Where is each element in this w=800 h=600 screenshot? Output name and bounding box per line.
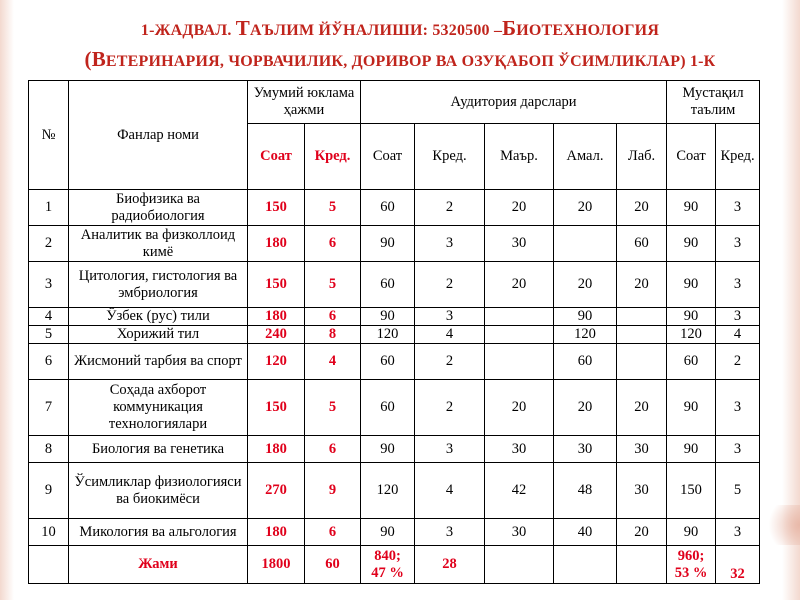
subject-name: Цитология, гистология ва эмбриология (69, 262, 248, 308)
total-credits: 6 (305, 226, 361, 262)
ind-credits: 4 (716, 326, 760, 344)
table-row (29, 326, 760, 344)
total-hours: 120 (248, 344, 305, 380)
total-label: Жами (69, 546, 248, 584)
lecture-hours (485, 308, 554, 326)
header-subject: Фанлар номи (69, 81, 248, 190)
aud-hours: 90 (361, 436, 415, 463)
header-ind-hours: Соат (667, 124, 716, 190)
subject-name: Аналитик ва физколлоид кимё (69, 226, 248, 262)
total-ind-credits-value: 32 (730, 566, 745, 582)
subject-name: Соҳада ахборот коммуникация технологиялари (69, 380, 248, 436)
aud-credits: 4 (415, 326, 485, 344)
total-ind-hours (667, 546, 716, 584)
total-aud-credits-value: 28 (442, 556, 457, 572)
lab-hours: 60 (617, 226, 667, 262)
lab-hours: 20 (617, 190, 667, 226)
aud-credits: 3 (415, 308, 485, 326)
total-credits: 5 (305, 380, 361, 436)
total-lab (617, 546, 667, 584)
aud-hours: 60 (361, 262, 415, 308)
row-number: 6 (29, 344, 69, 380)
ind-credits: 3 (716, 436, 760, 463)
total-credits: 5 (305, 262, 361, 308)
practice-hours: 30 (554, 436, 617, 463)
total-credits: 9 (305, 463, 361, 519)
ind-hours: 90 (667, 308, 716, 326)
curriculum-table (28, 80, 760, 584)
aud-credits: 2 (415, 190, 485, 226)
aud-credits: 3 (415, 519, 485, 546)
row-number: 3 (29, 262, 69, 308)
practice-hours: 120 (554, 326, 617, 344)
subject-name: Ўзбек (рус) тили (69, 308, 248, 326)
header-auditorium: Аудитория дарслари (361, 81, 667, 124)
ind-hours: 90 (667, 519, 716, 546)
header-num: № (29, 81, 69, 190)
total-hours: 270 (248, 463, 305, 519)
subject-name: Микология ва альгология (69, 519, 248, 546)
ind-credits: 3 (716, 519, 760, 546)
total-hours: 150 (248, 262, 305, 308)
row-number: 5 (29, 326, 69, 344)
header-total-load: Умумий юклама ҳажми (248, 81, 361, 124)
header-independent: Мустақил таълим (667, 81, 760, 124)
ind-hours: 150 (667, 463, 716, 519)
ind-hours: 90 (667, 226, 716, 262)
practice-hours: 60 (554, 344, 617, 380)
lecture-hours (485, 344, 554, 380)
total-hours: 240 (248, 326, 305, 344)
row-number: 1 (29, 190, 69, 226)
total-row (29, 546, 760, 584)
lecture-hours: 20 (485, 380, 554, 436)
aud-credits: 3 (415, 226, 485, 262)
lab-hours (617, 308, 667, 326)
total-lecture (485, 546, 554, 584)
lecture-hours: 42 (485, 463, 554, 519)
subject-name: Ўсимликлар физиологияси ва биокимёси (69, 463, 248, 519)
total-ind-hours-value: 960; (677, 547, 705, 564)
total-aud-hours-value: 840; (374, 547, 401, 564)
lab-hours: 20 (617, 380, 667, 436)
header-hours: Соат (248, 124, 305, 190)
lecture-hours: 30 (485, 519, 554, 546)
total-credits: 8 (305, 326, 361, 344)
aud-hours: 120 (361, 326, 415, 344)
total-hours: 150 (248, 190, 305, 226)
table-row (29, 436, 760, 463)
row-number: 9 (29, 463, 69, 519)
lab-hours: 30 (617, 436, 667, 463)
ind-hours: 90 (667, 436, 716, 463)
table-row (29, 190, 760, 226)
row-number: 10 (29, 519, 69, 546)
header-ind-credits: Кред. (716, 124, 760, 190)
lecture-hours: 20 (485, 262, 554, 308)
practice-hours: 48 (554, 463, 617, 519)
row-number: 7 (29, 380, 69, 436)
lab-hours: 20 (617, 262, 667, 308)
header-lab: Лаб. (617, 124, 667, 190)
total-aud-credits (415, 546, 485, 584)
table-row (29, 308, 760, 326)
total-credits: 4 (305, 344, 361, 380)
total-credits: 6 (305, 436, 361, 463)
ind-credits: 3 (716, 190, 760, 226)
ind-hours: 60 (667, 344, 716, 380)
ind-hours: 90 (667, 380, 716, 436)
lecture-hours (485, 326, 554, 344)
ind-credits: 3 (716, 226, 760, 262)
practice-hours: 20 (554, 262, 617, 308)
practice-hours (554, 226, 617, 262)
ind-hours: 90 (667, 262, 716, 308)
total-credits: 6 (305, 519, 361, 546)
practice-hours: 40 (554, 519, 617, 546)
total-hours: 180 (248, 436, 305, 463)
table-row (29, 519, 760, 546)
table-row (29, 463, 760, 519)
table-row (29, 262, 760, 308)
ind-credits: 5 (716, 463, 760, 519)
aud-hours: 90 (361, 519, 415, 546)
subject-name: Биофизика ва радиобиология (69, 190, 248, 226)
slide-decoration (760, 505, 800, 545)
table-row (29, 344, 760, 380)
title-line-2: (ВЕТЕРИНАРИЯ, ЧОРВАЧИЛИК, ДОРИВОР ВА ОЗУҚАБОП ЎСИМЛИКЛАР) 1-К (84, 47, 716, 71)
ind-credits: 2 (716, 344, 760, 380)
lecture-hours: 20 (485, 190, 554, 226)
aud-hours: 90 (361, 226, 415, 262)
practice-hours: 20 (554, 380, 617, 436)
header-aud-credits: Кред. (415, 124, 485, 190)
header-credits: Кред. (305, 124, 361, 190)
table-row (29, 380, 760, 436)
aud-credits: 4 (415, 463, 485, 519)
row-number: 8 (29, 436, 69, 463)
aud-hours: 60 (361, 344, 415, 380)
subject-name: Биология ва генетика (69, 436, 248, 463)
table-row (29, 226, 760, 262)
ind-hours: 120 (667, 326, 716, 344)
subject-name: Хорижий тил (69, 326, 248, 344)
total-ind-hours-percent: 53 % (674, 564, 708, 581)
total-sum-credits (305, 546, 361, 584)
ind-credits: 3 (716, 262, 760, 308)
total-hours: 150 (248, 380, 305, 436)
total-credits: 6 (305, 308, 361, 326)
total-sum-credits-value: 60 (325, 556, 340, 572)
header-row-1 (29, 81, 760, 124)
lecture-hours: 30 (485, 226, 554, 262)
total-credits: 5 (305, 190, 361, 226)
total-aud-hours (361, 546, 415, 584)
aud-credits: 2 (415, 380, 485, 436)
page-title (20, 14, 780, 76)
aud-hours: 120 (361, 463, 415, 519)
row-number: 4 (29, 308, 69, 326)
aud-credits: 2 (415, 344, 485, 380)
lab-hours: 30 (617, 463, 667, 519)
total-practice (554, 546, 617, 584)
aud-credits: 3 (415, 436, 485, 463)
practice-hours: 90 (554, 308, 617, 326)
aud-hours: 60 (361, 190, 415, 226)
total-aud-hours-percent: 47 % (371, 564, 404, 581)
lab-hours (617, 344, 667, 380)
row-number: 2 (29, 226, 69, 262)
total-sum-hours: 1800 (248, 546, 305, 584)
total-ind-credits (716, 546, 760, 584)
lab-hours (617, 326, 667, 344)
total-hours: 180 (248, 519, 305, 546)
total-row-number (29, 546, 69, 584)
ind-credits: 3 (716, 380, 760, 436)
practice-hours: 20 (554, 190, 617, 226)
subject-name: Жисмоний тарбия ва спорт (69, 344, 248, 380)
header-aud-hours: Соат (361, 124, 415, 190)
ind-credits: 3 (716, 308, 760, 326)
aud-hours: 60 (361, 380, 415, 436)
total-hours: 180 (248, 308, 305, 326)
lecture-hours: 30 (485, 436, 554, 463)
title-line-1: 1-ЖАДВАЛ. ТАЪЛИМ ЙЎНАЛИШИ: 5320500 –БИОТЕХНОЛОГИЯ (140, 16, 660, 40)
lab-hours: 20 (617, 519, 667, 546)
aud-hours: 90 (361, 308, 415, 326)
header-lecture: Маъp. (485, 124, 554, 190)
header-practice: Амал. (554, 124, 617, 190)
ind-hours: 90 (667, 190, 716, 226)
total-hours: 180 (248, 226, 305, 262)
aud-credits: 2 (415, 262, 485, 308)
slide-left-edge (0, 0, 14, 600)
